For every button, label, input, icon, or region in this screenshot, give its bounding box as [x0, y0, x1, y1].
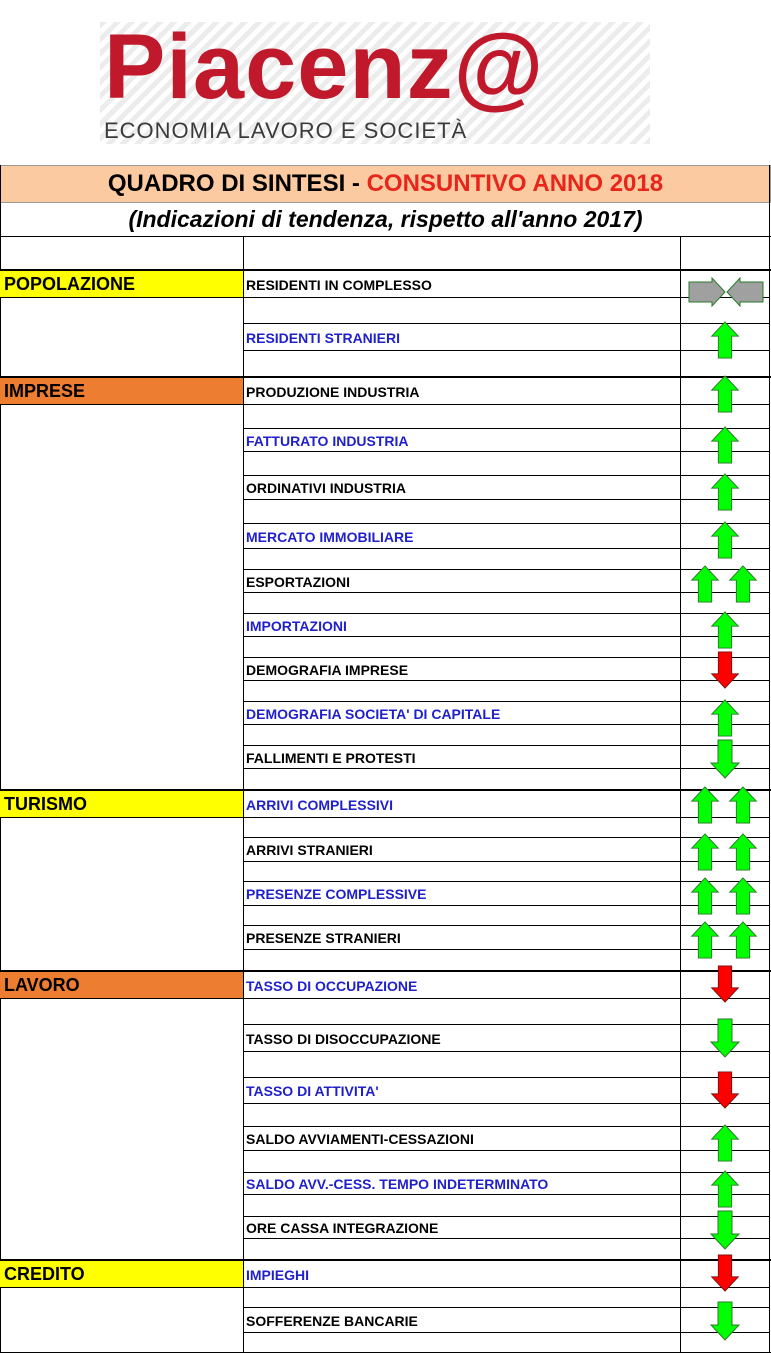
indicator-label: TASSO DI DISOCCUPAZIONE [246, 1030, 441, 1047]
row-divider [243, 657, 769, 658]
indicator-label: PRESENZE COMPLESSIVE [246, 886, 427, 902]
arrow-up-icon [709, 1124, 741, 1162]
header-divider [0, 236, 771, 237]
indicator-label: IMPORTAZIONI [246, 617, 347, 634]
arrow-up-icon [727, 565, 759, 603]
bottom-border [0, 1352, 771, 1353]
indicator-label: PRESENZE STRANIERI [246, 930, 401, 946]
arrow-down-icon [707, 1210, 743, 1250]
arrow-up-icon [709, 699, 741, 737]
page-subtitle: (Indicazioni di tendenza, rispetto all'anno 2017) [128, 206, 643, 232]
arrow-down-icon [707, 1018, 743, 1058]
banner-highlight: CONSUNTIVO ANNO 2018 [366, 170, 664, 197]
arrow-up-icon [709, 473, 741, 511]
arrow-up-icon [689, 565, 721, 603]
arrow-up-icon [689, 833, 721, 871]
arrow-up-icon [689, 921, 721, 959]
arrow-down-icon [708, 1254, 742, 1292]
arrow-up-icon [689, 877, 721, 915]
row-divider [243, 428, 769, 429]
arrow-up-icon [727, 877, 759, 915]
row-divider [243, 1307, 769, 1308]
row-divider [243, 1287, 769, 1288]
indicator-label: RESIDENTI STRANIERI [246, 329, 401, 346]
row-divider [243, 1238, 769, 1239]
row-divider [243, 636, 769, 637]
arrow-down-icon [708, 965, 742, 1003]
arrow-down-icon [708, 1071, 742, 1109]
row-divider [243, 613, 769, 614]
category-underline [0, 817, 243, 818]
arrow-up-icon [689, 786, 721, 824]
logo [0, 0, 771, 165]
indicator-label: DEMOGRAFIA SOCIETA' DI CAPITALE [246, 705, 501, 722]
arrow-down-icon [708, 651, 742, 689]
row-divider [243, 1216, 769, 1217]
category-label: POPOLAZIONE [0, 271, 243, 297]
arrow-up-icon [727, 786, 759, 824]
row-divider [243, 475, 769, 476]
indicator-label: MERCATO IMMOBILIARE [246, 528, 414, 545]
indicator-label: TASSO DI OCCUPAZIONE [246, 977, 418, 994]
row-divider [243, 1126, 769, 1127]
indicator-label: IMPIEGHI [246, 1266, 310, 1283]
arrow-down-icon [707, 1301, 743, 1341]
indicator-label: TASSO DI ATTIVITA' [246, 1083, 379, 1099]
category-underline [0, 404, 243, 405]
row-divider [243, 724, 769, 725]
indicator-label: ORE CASSA INTEGRAZIONE [246, 1220, 439, 1236]
row-divider [243, 701, 769, 702]
arrow-up-icon [727, 921, 759, 959]
banner-prefix: QUADRO DI SINTESI - [107, 170, 367, 197]
row-divider [243, 1051, 769, 1052]
indicator-label: ARRIVI STRANIERI [246, 842, 373, 858]
arrow-up-icon [709, 1170, 741, 1208]
logo-title: Piacenz@ [104, 16, 545, 118]
indicator-label: ORDINATIVI INDUSTRIA [246, 480, 406, 496]
arrow-up-icon [709, 375, 741, 413]
row-divider [243, 768, 769, 769]
arrow-up-icon [709, 611, 741, 649]
logo-subtitle: ECONOMIA LAVORO E SOCIETÀ [104, 118, 468, 143]
row-divider [243, 1332, 769, 1333]
row-divider [243, 680, 769, 681]
arrow-up-icon [709, 321, 741, 359]
arrow-down-icon [707, 739, 743, 779]
indicator-label: ESPORTAZIONI [246, 573, 350, 590]
category-label: CREDITO [0, 1261, 243, 1287]
row-divider [243, 1172, 769, 1173]
category-label: IMPRESE [0, 378, 243, 404]
category-underline [0, 1287, 243, 1288]
indicator-label: RESIDENTI IN COMPLESSO [246, 276, 432, 293]
row-divider [243, 451, 769, 452]
indicator-label: FATTURATO INDUSTRIA [246, 432, 409, 449]
indicator-label: ARRIVI COMPLESSIVI [246, 796, 394, 813]
row-divider [243, 404, 769, 405]
row-divider [243, 523, 769, 524]
row-divider [243, 1103, 769, 1104]
row-divider [243, 745, 769, 746]
stable-arrows-icon [688, 277, 764, 307]
right-border [769, 165, 770, 1352]
row-divider [243, 350, 769, 351]
row-divider [243, 1150, 769, 1151]
indicator-label: PRODUZIONE INDUSTRIA [246, 383, 420, 400]
left-border [0, 165, 1, 1352]
indicator-label: SOFFERENZE BANCARIE [246, 1312, 418, 1329]
arrow-up-icon [727, 833, 759, 871]
indicator-label: SALDO AVV.-CESS. TEMPO INDETERMINATO [246, 1176, 549, 1192]
category-label: LAVORO [0, 972, 243, 998]
arrow-up-icon [709, 426, 741, 464]
row-divider [243, 1077, 769, 1078]
row-divider [243, 1194, 769, 1195]
category-underline [0, 998, 243, 999]
category-label: TURISMO [0, 791, 243, 817]
indicator-label: DEMOGRAFIA IMPRESE [246, 661, 409, 678]
row-divider [243, 1024, 769, 1025]
summary-banner [0, 165, 771, 203]
arrow-up-icon [709, 521, 741, 559]
row-divider [243, 548, 769, 549]
indicator-label: SALDO AVVIAMENTI-CESSAZIONI [246, 1131, 474, 1147]
row-divider [243, 998, 769, 999]
indicator-label: FALLIMENTI E PROTESTI [246, 749, 416, 766]
category-underline [0, 297, 243, 298]
row-divider [243, 499, 769, 500]
row-divider [243, 323, 769, 324]
